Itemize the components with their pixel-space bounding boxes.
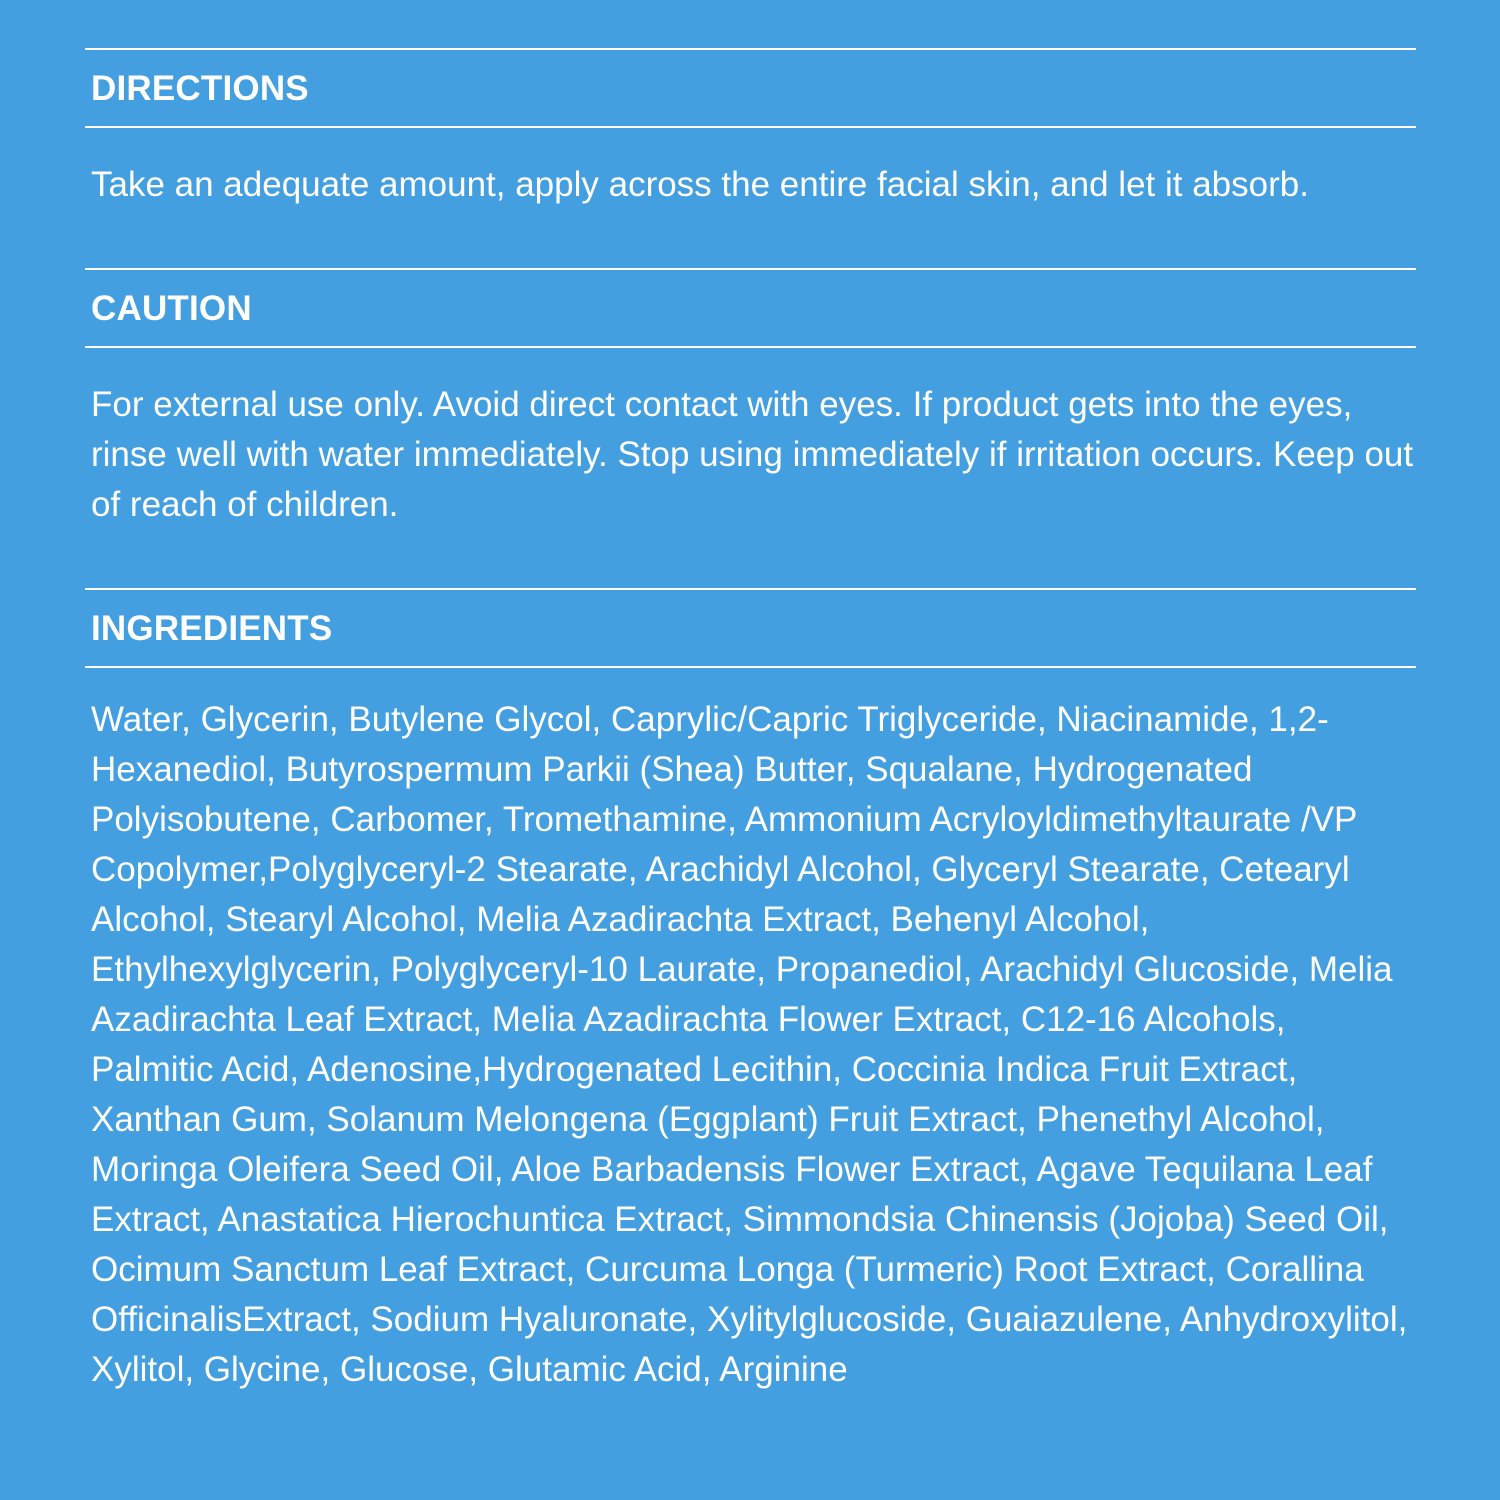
ingredients-section xyxy=(85,588,1416,1395)
caution-title: CAUTION xyxy=(85,270,1416,348)
directions-section xyxy=(85,48,1416,268)
caution-text: For external use only. Avoid direct contact with eyes. If product gets into the eyes, rinse well with water immediately. Stop using immediately if irritation occurs. Keep out of reach of children. xyxy=(91,385,1414,524)
caution-section xyxy=(85,268,1416,588)
directions-text: Take an adequate amount, apply across the entire facial skin, and let it absorb. xyxy=(91,165,1309,204)
ingredients-title: INGREDIENTS xyxy=(85,590,1416,668)
directions-title: DIRECTIONS xyxy=(85,50,1416,128)
product-info-panel xyxy=(85,48,1416,1395)
ingredients-text: Water, Glycerin, Butylene Glycol, Caprylic/Capric Triglyceride, Niacinamide, 1,2-Hexanediol, Butyrospermum Parkii (Shea) Butter, Squalane, Hydrogenated Polyisobutene, Carbomer, Tromethamine, Ammonium Acryloyldimethyltaurate /VP Copolymer,Polyglyceryl-2 Stearate, Arachidyl Alcohol, Glyceryl Stearate, Cetearyl Alcohol, Stearyl Alcohol, Melia Azadirachta Extract, Behenyl Alcohol, Ethylhexylglycerin, Polyglyceryl-10 Laurate, Propanediol, Arachidyl Glucoside, Melia Azadirachta Leaf Extract, Melia Azadirachta Flower Extract, C12-16 Alcohols, Palmitic Acid, Adenosine,Hydrogenated Lecithin, Coccinia Indica Fruit Extract, Xanthan Gum, Solanum Melongena (Eggplant) Fruit Extract, Phenethyl Alcohol, Moringa Oleifera Seed Oil, Aloe Barbadensis Flower Extract, Agave Tequilana Leaf Extract, Anastatica Hierochuntica Extract, Simmondsia Chinensis (Jojoba) Seed Oil, Ocimum Sanctum Leaf Extract, Curcuma Longa (Turmeric) Root Extract, Corallina OfficinalisExtract, Sodium Hyaluronate, Xylitylglucoside, Guaiazulene, Anhydroxylitol, Xylitol, Glycine, Glucose, Glutamic Acid, Arginine xyxy=(91,700,1408,1389)
